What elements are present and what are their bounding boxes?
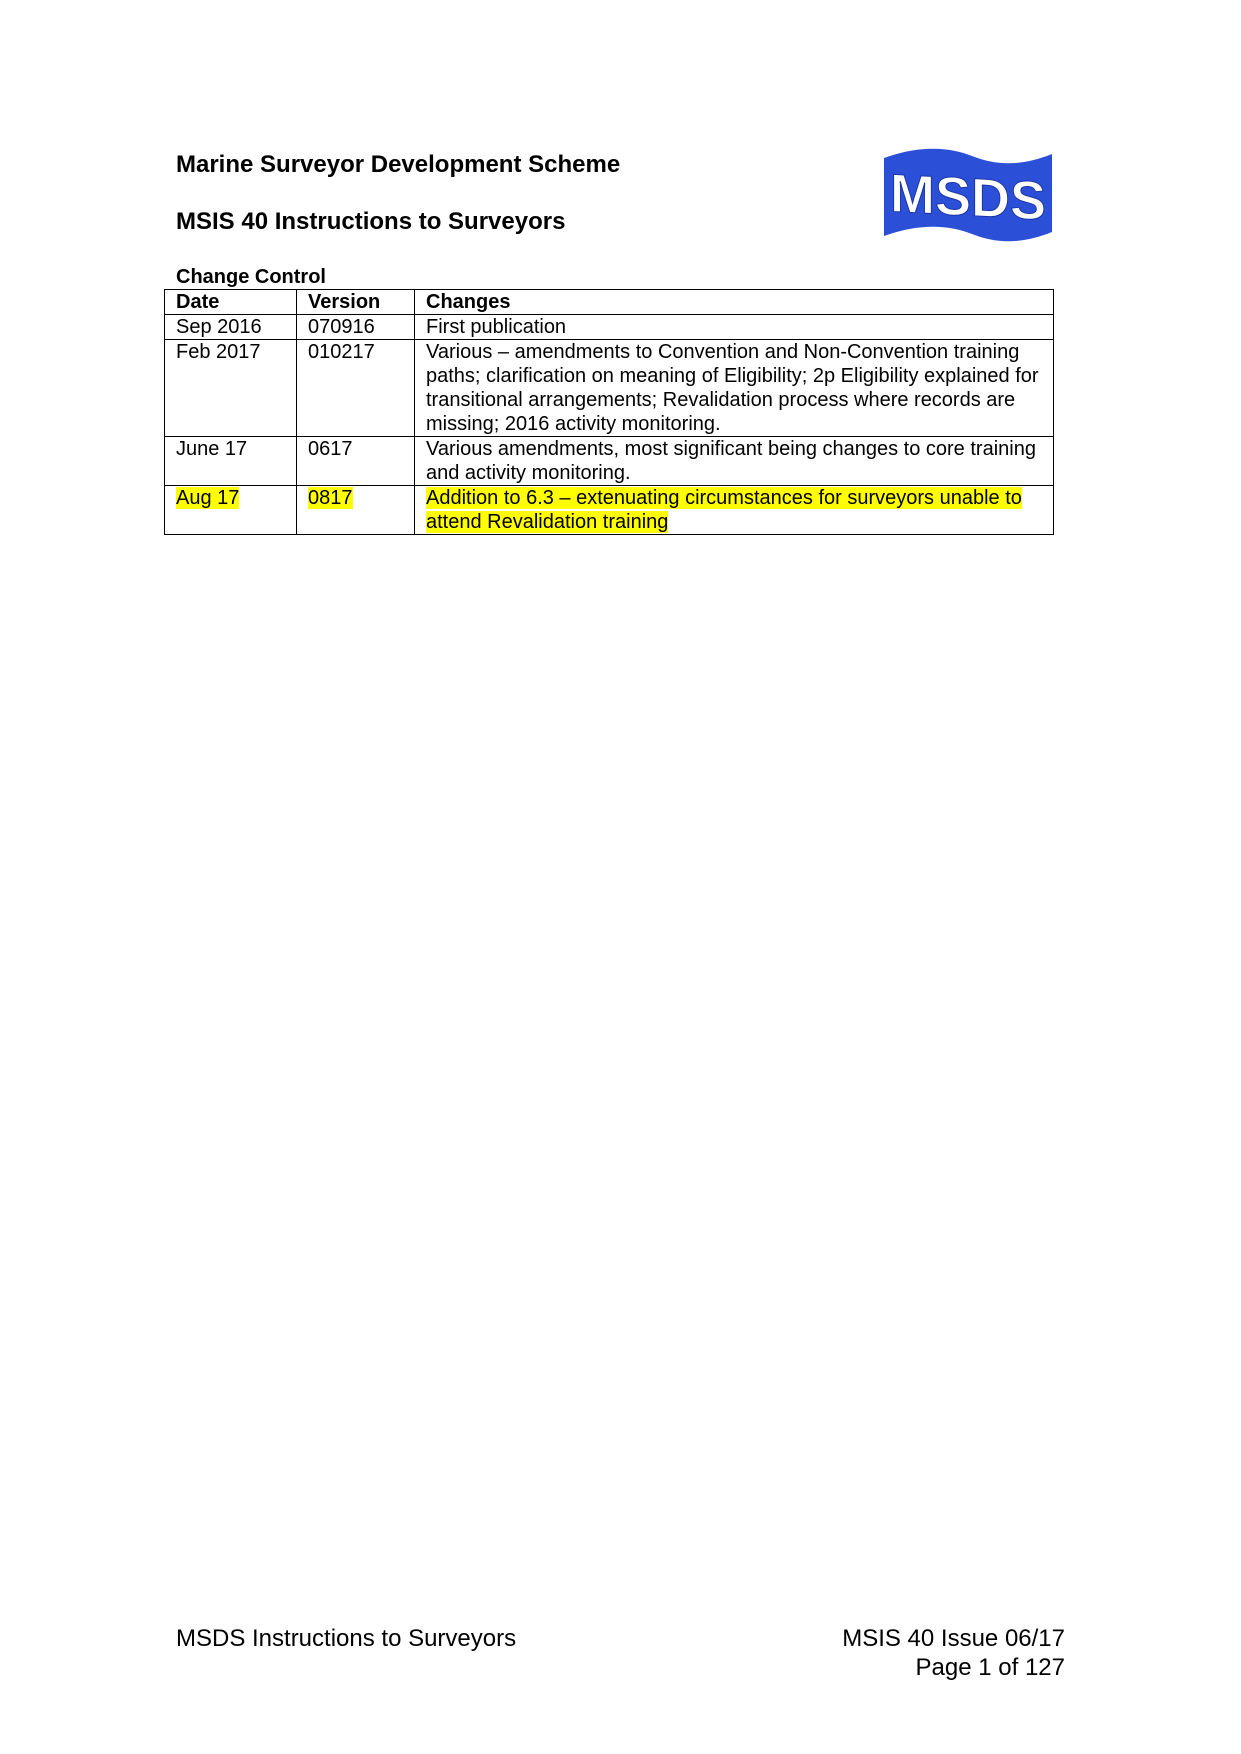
cell-date: June 17 bbox=[165, 437, 297, 486]
cell-date: Sep 2016 bbox=[165, 315, 297, 340]
table-row bbox=[165, 340, 1054, 437]
change-control-table bbox=[164, 289, 1054, 535]
cell-date: Aug 17 bbox=[176, 487, 240, 509]
footer-issue: MSIS 40 Issue 06/17 bbox=[842, 1625, 1065, 1652]
table-header-row bbox=[165, 290, 1054, 315]
column-header-version: Version bbox=[297, 290, 415, 315]
cell-changes: Addition to 6.3 – extenuating circumstances for surveyors unable to attend Revalidation training bbox=[426, 487, 1022, 533]
cell-version: 070916 bbox=[297, 315, 415, 340]
msds-logo bbox=[882, 148, 1054, 242]
cell-changes: Various – amendments to Convention and Non-Convention training paths; clarification on meaning of Eligibility; 2p Eligibility explained for transitional arrangements; Revalidation process where records are missing; 2016 activity monitoring. bbox=[415, 340, 1054, 437]
cell-version: 0817 bbox=[308, 487, 353, 509]
cell-date: Feb 2017 bbox=[165, 340, 297, 437]
document-title: Marine Surveyor Development Scheme bbox=[176, 151, 621, 178]
column-header-changes: Changes bbox=[415, 290, 1054, 315]
table-row bbox=[165, 315, 1054, 340]
table-row-highlighted bbox=[165, 486, 1054, 535]
footer-document-name: MSDS Instructions to Surveyors bbox=[176, 1625, 517, 1652]
cell-version: 0617 bbox=[297, 437, 415, 486]
footer-page-number: Page 1 of 127 bbox=[915, 1654, 1065, 1681]
table-row bbox=[165, 437, 1054, 486]
change-control-heading: Change Control bbox=[176, 266, 326, 288]
cell-version: 010217 bbox=[297, 340, 415, 437]
cell-changes: Various amendments, most significant being changes to core training and activity monitoring. bbox=[415, 437, 1054, 486]
cell-changes: First publication bbox=[415, 315, 1054, 340]
logo-lettering: MSDS bbox=[890, 163, 1046, 232]
document-subtitle: MSIS 40 Instructions to Surveyors bbox=[176, 208, 566, 235]
column-header-date: Date bbox=[165, 290, 297, 315]
footer-issue-block bbox=[842, 1624, 1065, 1682]
